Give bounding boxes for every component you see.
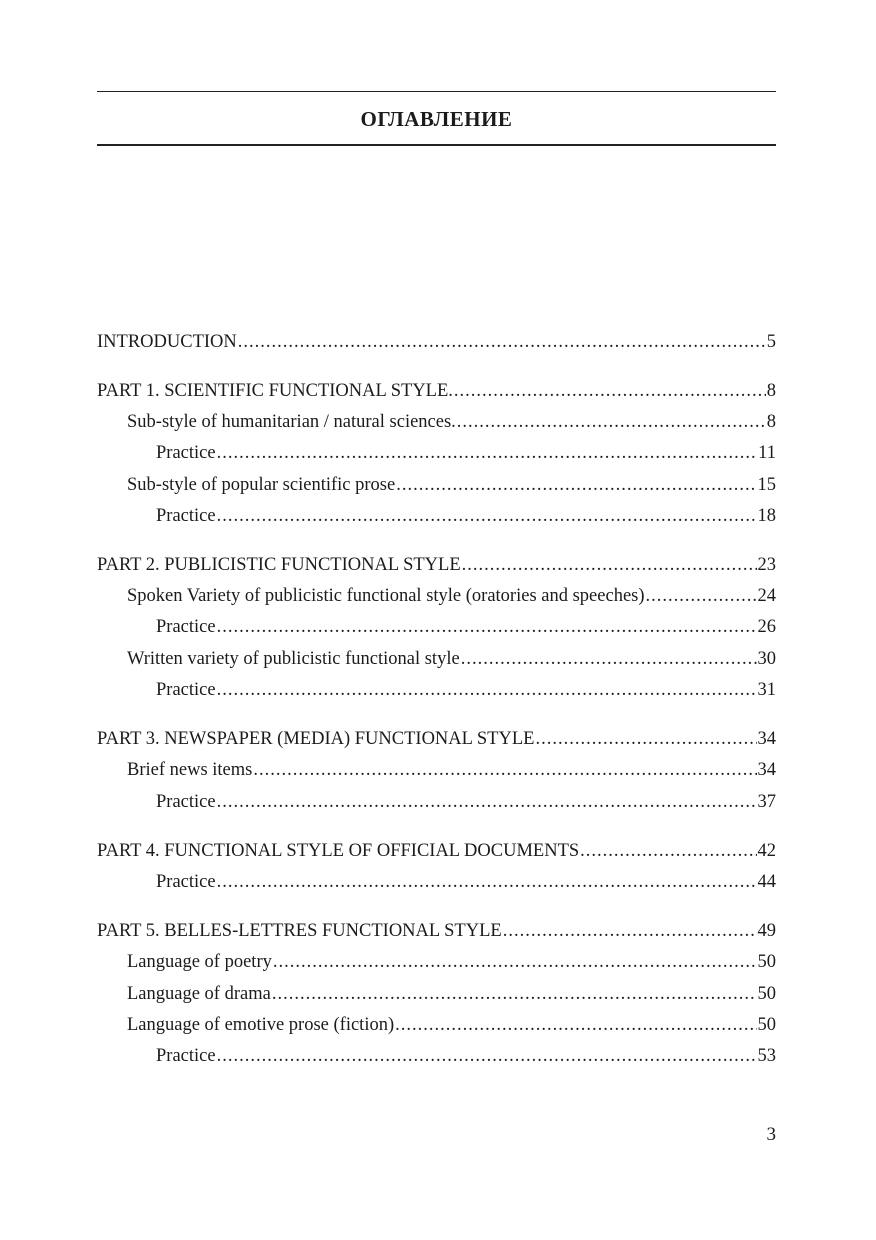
toc-entry-brief-news-items[interactable]: Brief news items ..... 34 <box>97 758 776 782</box>
toc-entry-spoken-variety[interactable]: Spoken Variety of publicistic functional style (oratories and speeches) ..... 24 <box>97 584 776 608</box>
toc-entry-practice[interactable]: Practice ..... 53 <box>97 1044 776 1068</box>
top-rule <box>97 91 776 92</box>
toc-entry-language-of-poetry[interactable]: Language of poetry ..... 50 <box>97 950 776 974</box>
toc-entry-part-2[interactable]: PART 2. PUBLICISTIC FUNCTIONAL STYLE ..... 23 <box>97 553 776 577</box>
toc-entry-part-1[interactable]: PART 1. SCIENTIFIC FUNCTIONAL STYLE. ..... 8 <box>97 379 776 403</box>
toc-entry-popular-scientific-prose[interactable]: Sub-style of popular scientific prose ..... 15 <box>97 473 776 497</box>
toc-entry-part-5[interactable]: PART 5. BELLES-LETTRES FUNCTIONAL STYLE ..... 49 <box>97 919 776 943</box>
toc-entry-language-of-drama[interactable]: Language of drama ..... 50 <box>97 982 776 1006</box>
toc-entry-introduction[interactable]: INTRODUCTION ..... 5 <box>97 330 776 354</box>
toc-entry-written-variety[interactable]: Written variety of publicistic functional style ..... 30 <box>97 647 776 671</box>
page-title: ОГЛАВЛЕНИЕ <box>360 107 513 131</box>
toc-entry-practice[interactable]: Practice ..... 31 <box>97 678 776 702</box>
toc-entry-practice[interactable]: Practice ..... 18 <box>97 504 776 528</box>
toc-entry-practice[interactable]: Practice ..... 11 <box>97 441 776 465</box>
toc-entry-practice[interactable]: Practice ..... 37 <box>97 790 776 814</box>
toc-entry-emotive-prose[interactable]: Language of emotive prose (fiction) ..... 50 <box>97 1013 776 1037</box>
toc-entry-humanitarian-sciences[interactable]: Sub-style of humanitarian / natural sciences. ..... 8 <box>97 410 776 434</box>
page-number: 3 <box>766 1124 776 1145</box>
toc-entry-practice[interactable]: Practice ..... 44 <box>97 870 776 894</box>
title-underline-rule <box>97 144 776 146</box>
toc-entry-part-3[interactable]: PART 3. NEWSPAPER (MEDIA) FUNCTIONAL STYLE ..... 34 <box>97 727 776 751</box>
toc-entry-practice[interactable]: Practice ..... 26 <box>97 615 776 639</box>
toc-entry-part-4[interactable]: PART 4. FUNCTIONAL STYLE OF OFFICIAL DOCUMENTS ..... 42 <box>97 839 776 863</box>
